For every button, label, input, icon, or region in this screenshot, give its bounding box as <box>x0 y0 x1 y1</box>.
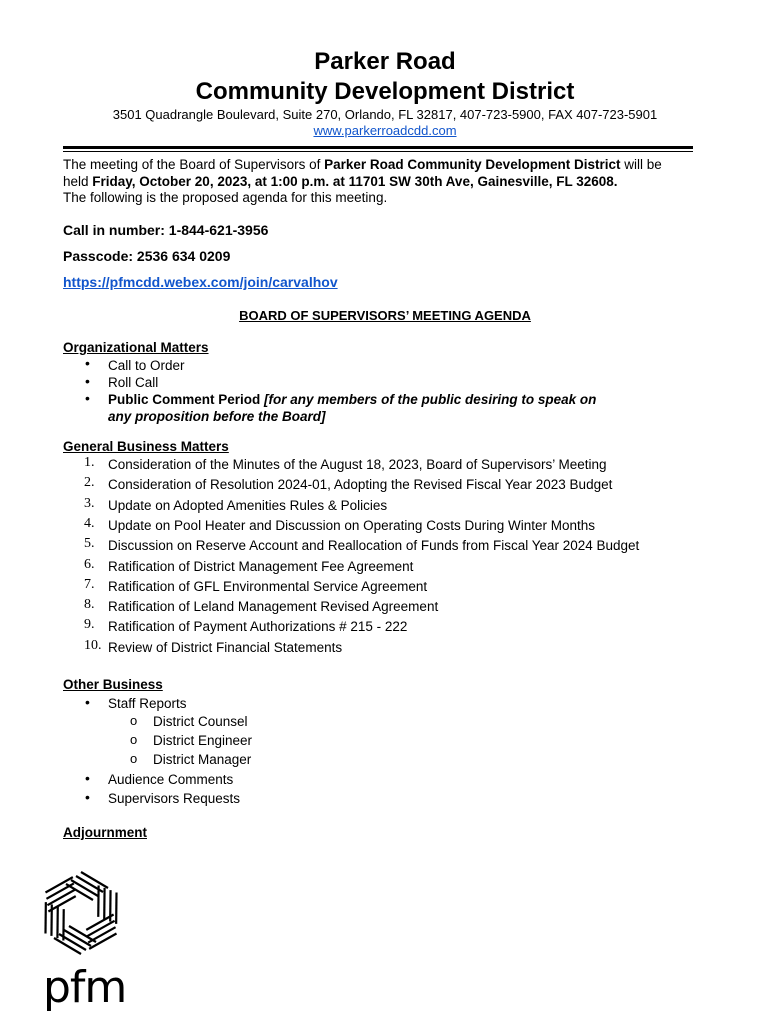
adjournment-heading: Adjournment <box>63 825 147 840</box>
bullet: • <box>85 694 90 710</box>
webex-link[interactable]: https://pfmcdd.webex.com/join/carvalhov <box>63 274 338 290</box>
list-item: Consideration of the Minutes of the August 18, 2023, Board of Supervisors’ Meeting <box>108 457 607 472</box>
bullet: • <box>85 390 90 406</box>
agenda-title: BOARD OF SUPERVISORS’ MEETING AGENDA <box>239 308 531 323</box>
sub-bullet: o <box>130 732 138 747</box>
intro-line-2: held Friday, October 20, 2023, at 1:00 p.m. at 11701 SW 30th Ave, Gainesville, FL 32608. <box>63 174 618 189</box>
list-number: 9. <box>84 617 95 632</box>
general-heading: General Business Matters <box>63 439 229 454</box>
list-item: Ratification of GFL Environmental Service Agreement <box>108 579 428 594</box>
list-item: Consideration of Resolution 2024-01, Adopting the Revised Fiscal Year 2023 Budget <box>108 477 613 492</box>
list-item: Supervisors Requests <box>108 791 241 806</box>
district-subtitle: Community Development District <box>195 78 575 105</box>
list-item: Ratification of Payment Authorizations # 215 - 222 <box>108 619 408 634</box>
call-in-number: Call in number: 1-844-621-3956 <box>63 222 269 238</box>
header-divider-thin <box>63 151 693 152</box>
list-item: Call to Order <box>108 358 185 373</box>
intro-line-1: The meeting of the Board of Supervisors of Parker Road Community Development District will be <box>63 157 662 172</box>
list-number: 7. <box>84 577 95 592</box>
public-comment-item: Public Comment Period [for any members of the public desiring to speak on <box>108 392 597 407</box>
list-number: 4. <box>84 516 95 531</box>
sub-bullet: o <box>130 751 138 766</box>
list-item: Discussion on Reserve Account and Reallocation of Funds from Fiscal Year 2024 Budget <box>108 538 640 553</box>
list-number: 5. <box>84 536 95 551</box>
passcode: Passcode: 2536 634 0209 <box>63 248 231 264</box>
list-item: Roll Call <box>108 375 159 390</box>
pfm-logo-icon <box>36 868 126 958</box>
list-item: Staff Reports <box>108 696 187 711</box>
list-number: 8. <box>84 597 95 612</box>
sub-list-item: District Engineer <box>153 733 253 748</box>
other-heading: Other Business <box>63 677 163 692</box>
list-item: Update on Pool Heater and Discussion on Operating Costs During Winter Months <box>108 518 595 533</box>
pfm-logo-text: pfm <box>43 962 127 1013</box>
list-item: Ratification of Leland Management Revised Agreement <box>108 599 439 614</box>
organizational-heading: Organizational Matters <box>63 340 209 355</box>
website-link[interactable]: www.parkerroadcdd.com <box>313 123 457 138</box>
district-address: 3501 Quadrangle Boulevard, Suite 270, Orlando, FL 32817, 407-723-5900, FAX 407-723-5901 <box>112 107 658 122</box>
list-number: 1. <box>84 455 95 470</box>
public-comment-item-cont: any proposition before the Board] <box>108 409 326 424</box>
list-number: 2. <box>84 475 95 490</box>
sub-list-item: District Counsel <box>153 714 248 729</box>
list-item: Audience Comments <box>108 772 234 787</box>
sub-list-item: District Manager <box>153 752 252 767</box>
district-name: Parker Road <box>314 48 456 75</box>
list-number: 3. <box>84 496 95 511</box>
list-number: 6. <box>84 557 95 572</box>
intro-line-3: The following is the proposed agenda for this meeting. <box>63 190 388 205</box>
bullet: • <box>85 373 90 389</box>
list-item: Update on Adopted Amenities Rules & Policies <box>108 498 388 513</box>
bullet: • <box>85 770 90 786</box>
header-divider <box>63 146 693 149</box>
bullet: • <box>85 355 90 371</box>
list-number: 10. <box>84 638 102 653</box>
list-item: Ratification of District Management Fee Agreement <box>108 559 414 574</box>
sub-bullet: o <box>130 713 138 728</box>
bullet: • <box>85 789 90 805</box>
list-item: Review of District Financial Statements <box>108 640 343 655</box>
